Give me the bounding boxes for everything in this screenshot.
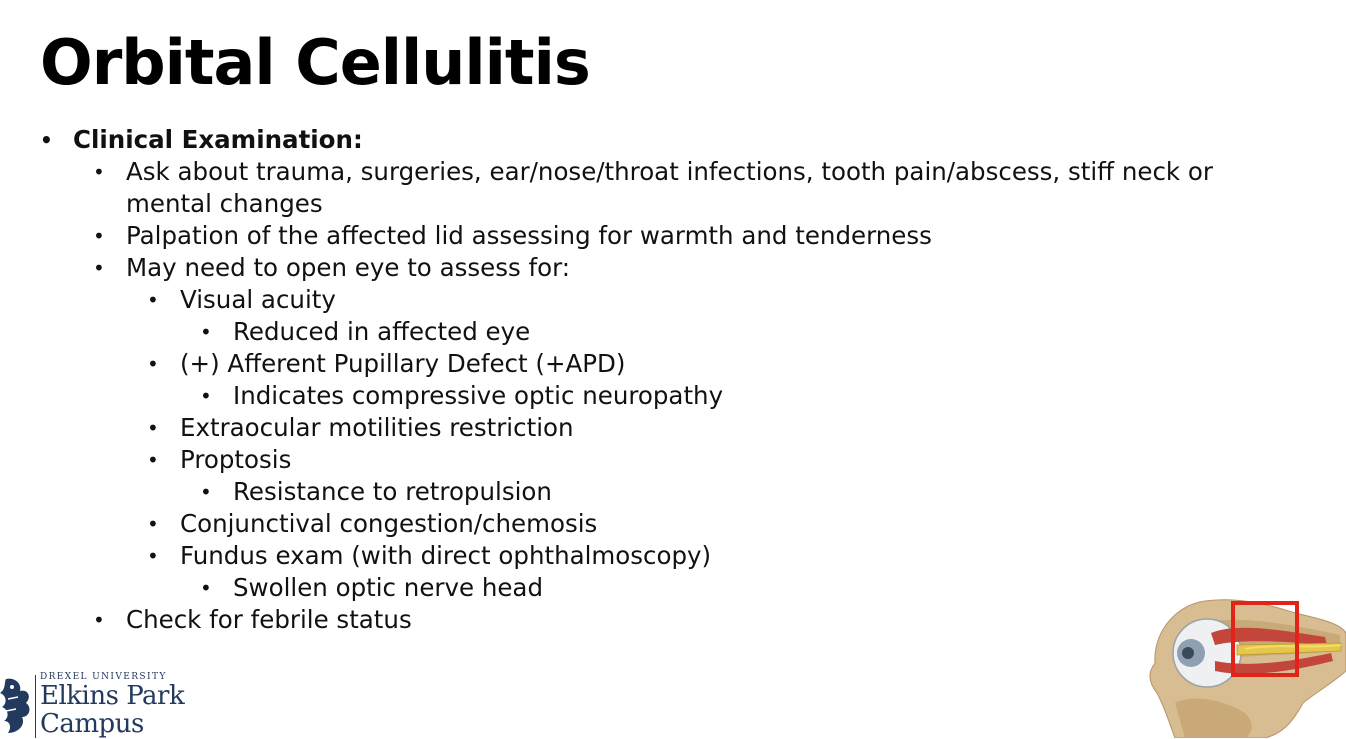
bullet-reduced-affected-eye: • Reduced in affected eye	[233, 316, 1290, 348]
bullet-swollen-optic-nerve: • Swollen optic nerve head	[233, 572, 1290, 604]
logo-line-2: Campus	[40, 709, 144, 739]
dragon-icon	[0, 675, 34, 737]
bullet-list	[0, 124, 1290, 636]
bullet-conjunctival-congestion: • Conjunctival congestion/chemosis	[180, 508, 1290, 540]
bullet-apd: • (+) Afferent Pupillary Defect (+APD)	[180, 348, 1290, 380]
bullet-extraocular-motilities: • Extraocular motilities restriction	[180, 412, 1290, 444]
bullet-proptosis: • Proptosis	[180, 444, 1290, 476]
logo-campus-name	[40, 682, 184, 738]
orbit-anatomy-illustration	[1145, 593, 1346, 738]
bullet-open-eye: • May need to open eye to assess for:	[126, 252, 1290, 284]
bullet-clinical-examination: • Clinical Examination:	[73, 124, 1290, 156]
bullet-retropulsion: • Resistance to retropulsion	[233, 476, 1290, 508]
bullet-fundus-exam: • Fundus exam (with direct ophthalmoscopy)	[180, 540, 1290, 572]
logo-line-1: Elkins Park	[40, 681, 185, 711]
bullet-visual-acuity: • Visual acuity	[180, 284, 1290, 316]
bullet-ask-about-history: • Ask about trauma, surgeries, ear/nose/throat infections, tooth pain/abscess, stiff neck or mental changes	[126, 156, 1290, 220]
drexel-elkins-park-logo	[0, 671, 190, 738]
slide-title: Orbital Cellulitis	[40, 26, 590, 99]
logo-university-label: DREXEL UNIVERSITY	[40, 672, 167, 682]
bullet-compressive-neuropathy: • Indicates compressive optic neuropathy	[233, 380, 1290, 412]
bullet-palpation: • Palpation of the affected lid assessing for warmth and tenderness	[126, 220, 1290, 252]
bullet-febrile-status: • Check for febrile status	[126, 604, 1290, 636]
logo-divider	[35, 675, 36, 738]
